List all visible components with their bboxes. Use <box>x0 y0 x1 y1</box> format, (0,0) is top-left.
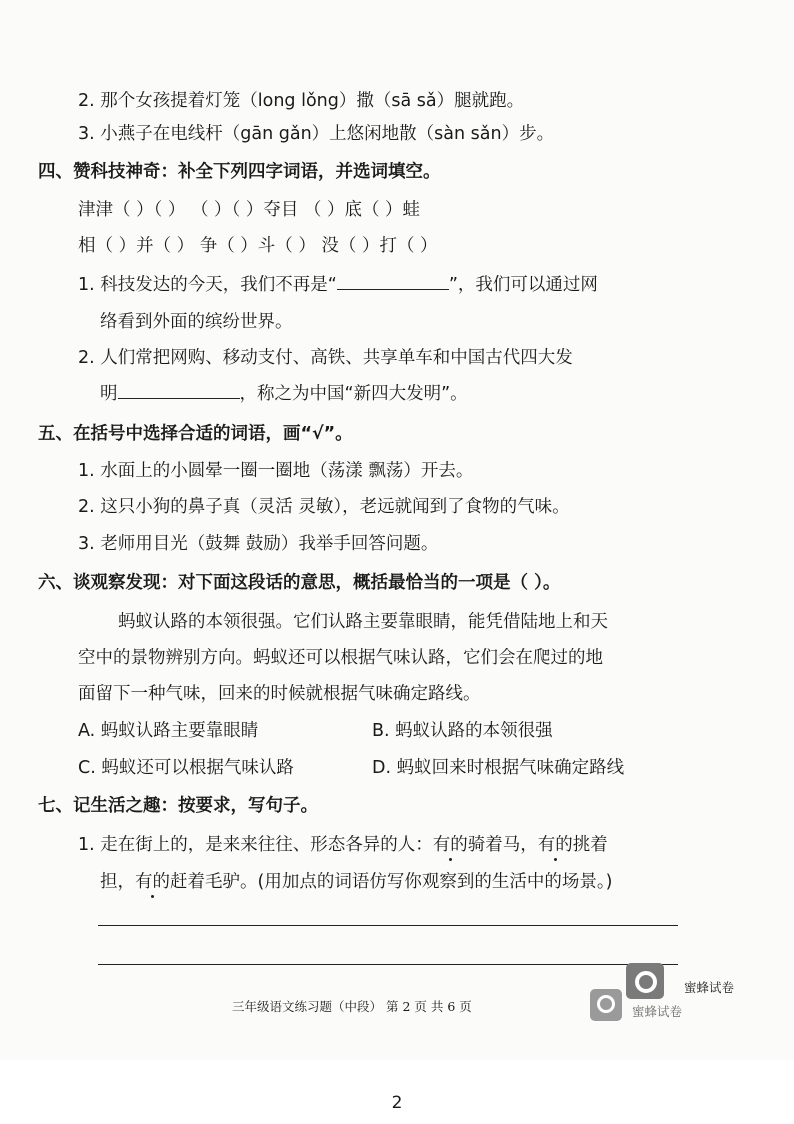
section-4-question-2: 2. 人们常把网购、移动支付、高铁、共享单车和中国古代四大发 <box>78 348 573 368</box>
dotted-word: 有的 <box>135 872 170 892</box>
question-3-pinyin: 3. 小燕子在电线杆（gān gǎn）上悠闲地散（sàn sǎn）步。 <box>78 124 555 144</box>
question-2-pinyin: 2. 那个女孩提着灯笼（long lǒng）撒（sā sǎ）腿就跑。 <box>78 91 525 111</box>
section-6-title: 六、谈观察发现：对下面这段话的意思，概括最恰当的一项是（ ）。 <box>38 573 561 593</box>
section-5-question-3: 3. 老师用目光（鼓舞 鼓励）我举手回答问题。 <box>78 534 439 554</box>
option-b[interactable]: B. 蚂蚁认路的本领很强 <box>372 721 553 741</box>
dotted-word: 有的 <box>432 835 468 855</box>
passage-line-2: 空中的景物辨别方向。蚂蚁还可以根据气味认路，它们会在爬过的地 <box>78 648 603 668</box>
section-4-question-1-cont: 络看到外面的缤纷世界。 <box>100 312 293 332</box>
watermark-text: 蜜蜂试卷 <box>684 980 735 995</box>
option-a[interactable]: A. 蚂蚁认路主要靠眼睛 <box>78 721 259 741</box>
passage-line-1: 蚂蚁认路的本领很强。它们认路主要靠眼睛，能凭借陆地上和天 <box>118 612 608 632</box>
page-number: 2 <box>391 1093 403 1113</box>
watermark-text-2: 蜜蜂试卷 <box>632 1004 683 1019</box>
section-7-question-1: 1. 走在街上的，是来来往往、形态各异的人：有的骑着马，有的挑着 <box>78 835 608 855</box>
answer-blank-1[interactable] <box>337 273 449 290</box>
watermark-logo-icon <box>626 963 664 999</box>
writing-line-2[interactable] <box>98 964 678 965</box>
answer-blank-2[interactable] <box>118 382 240 399</box>
dotted-word: 有的 <box>537 835 573 855</box>
section-4-question-1: 1. 科技发达的今天，我们不再是“ ”，我们可以通过网 <box>78 275 598 295</box>
passage-line-3: 面留下一种气味，回来的时候就根据气味确定路线。 <box>78 684 481 704</box>
option-d[interactable]: D. 蚂蚁回来时根据气味确定路线 <box>372 758 625 778</box>
section-4-question-2-cont: 明 ，称之为中国“新四大发明”。 <box>100 384 468 404</box>
section-7-title: 七、记生活之趣：按要求，写句子。 <box>38 796 318 816</box>
section-5-question-1: 1. 水面上的小圆晕一圈一圈地（荡漾 飘荡）开去。 <box>78 461 474 481</box>
option-c[interactable]: C. 蚂蚁还可以根据气味认路 <box>78 758 294 778</box>
idiom-row-2: 相（ ）并（ ） 争（ ）斗（ ） 没（ ）打（ ） <box>78 236 438 256</box>
idiom-row-1: 津津（ ）（ ） （ ）（ ）夺目 （ ）底（ ）蛙 <box>78 200 421 220</box>
section-7-question-1-cont: 担，有的赶着毛驴。(用加点的词语仿写你观察到的生活中的场景。) <box>100 872 613 892</box>
watermark-logo-icon-2 <box>590 989 622 1021</box>
section-5-title: 五、在括号中选择合适的词语，画“√”。 <box>38 424 353 444</box>
section-5-question-2: 2. 这只小狗的鼻子真（灵活 灵敏），老远就闻到了食物的气味。 <box>78 497 570 517</box>
page-footer: 三年级语文练习题（中段） 第 2 页 共 6 页 <box>232 999 472 1014</box>
writing-line-1[interactable] <box>98 925 678 926</box>
section-4-title: 四、赞科技神奇：补全下列四字词语，并选词填空。 <box>38 162 441 182</box>
